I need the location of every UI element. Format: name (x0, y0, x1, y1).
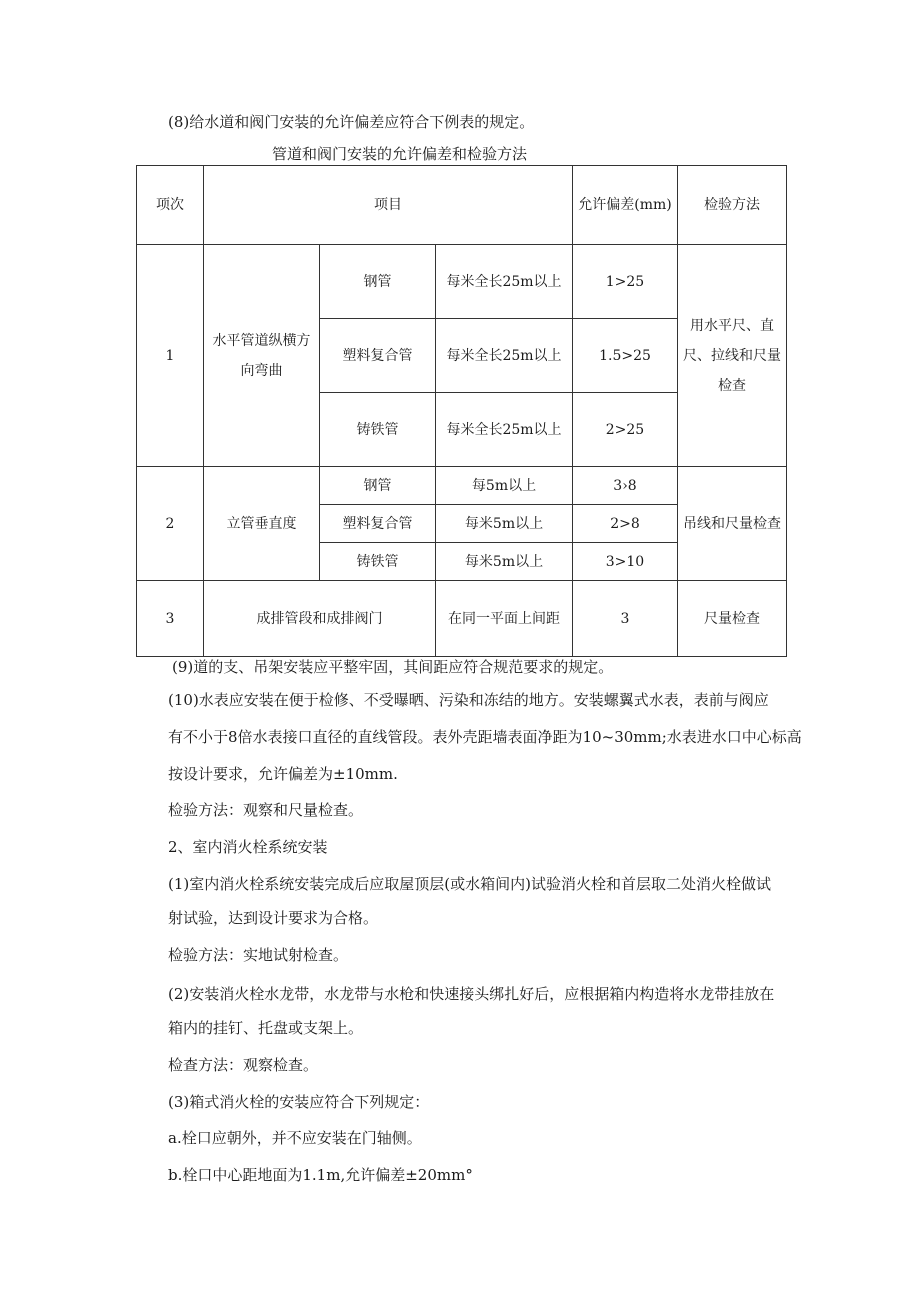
table-row (137, 245, 787, 319)
header-method: 检验方法 (678, 166, 787, 245)
table-caption: 管道和阀门安装的允许偏差和检验方法 (272, 145, 528, 163)
cell-deviation: 3>10 (573, 543, 678, 581)
cell-item: 立管垂直度 (204, 467, 320, 581)
intro-paragraph: (8)给水道和阀门安装的允许偏差应符合下例表的规定。 (168, 113, 535, 131)
cell-scope: 每米5m以上 (436, 543, 573, 581)
cell-scope: 每5m以上 (436, 467, 573, 505)
cell-deviation: 1>25 (573, 245, 678, 319)
cell-scope: 每米5m以上 (436, 505, 573, 543)
cell-item: 水平管道纵横方向弯曲 (204, 245, 320, 467)
cell-scope: 每米全长25m以上 (436, 393, 573, 467)
cell-deviation: 1.5>25 (573, 319, 678, 393)
cell-item: 成排管段和成排阀门 (204, 581, 436, 657)
cell-scope: 每米全长25m以上 (436, 245, 573, 319)
check-method-2: 检验方法：实地试射检查。 (168, 946, 349, 964)
check-method-1: 检验方法：观察和尺量检查。 (168, 801, 364, 819)
cell-method: 尺量检查 (678, 581, 787, 657)
cell-scope: 在同一平面上间距 (436, 581, 573, 657)
table-row (137, 467, 787, 505)
cell-deviation: 2>25 (573, 393, 678, 467)
cell-deviation: 3 (573, 581, 678, 657)
paragraph-9: (9)道的支、吊架安装应平整牢固，其间距应符合规范要求的规定。 (172, 658, 614, 676)
cell-method: 吊线和尺量检查 (678, 467, 787, 581)
cell-no: 3 (137, 581, 204, 657)
header-item: 项目 (204, 166, 573, 245)
cell-deviation: 2>8 (573, 505, 678, 543)
cell-method: 用水平尺、直尺、拉线和尺量检查 (678, 245, 787, 467)
cell-deviation: 3›8 (573, 467, 678, 505)
table-row (137, 581, 787, 657)
cell-scope: 每米全长25m以上 (436, 319, 573, 393)
item-2-line-2: 箱内的挂钉、托盘或支架上。 (168, 1019, 364, 1037)
item-3-heading: (3)箱式消火栓的安装应符合下列规定： (168, 1093, 430, 1111)
item-2-line-1: (2)安装消火栓水龙带，水龙带与水枪和快速接头绑扎好后，应根据箱内构造将水龙带挂放在 (168, 985, 775, 1003)
cell-no: 2 (137, 467, 204, 581)
item-3b: b.栓口中心距地面为1.1m,允许偏差±20mm° (168, 1166, 473, 1184)
deviation-table (136, 165, 787, 657)
section-2-heading: 2、室内消火栓系统安装 (168, 838, 328, 856)
item-3a: a.栓口应朝外，并不应安装在门轴侧。 (168, 1129, 422, 1147)
cell-no: 1 (137, 245, 204, 467)
cell-pipe: 铸铁管 (320, 393, 436, 467)
cell-pipe: 铸铁管 (320, 543, 436, 581)
check-method-3: 检查方法：观察检查。 (168, 1056, 319, 1074)
cell-pipe: 塑料复合管 (320, 505, 436, 543)
header-no: 项次 (137, 166, 204, 245)
cell-pipe: 钢管 (320, 245, 436, 319)
table-header-row (137, 166, 787, 245)
paragraph-10-line-1: (10)水表应安装在便于检修、不受曝晒、污染和冻结的地方。安装螺翼式水表，表前与阀应 (168, 691, 769, 709)
item-1-line-1: (1)室内消火栓系统安装完成后应取屋顶层(或水箱间内)试验消火栓和首层取二处消火栓做试 (168, 875, 771, 893)
item-1-line-2: 射试验，达到设计要求为合格。 (168, 909, 379, 927)
cell-pipe: 钢管 (320, 467, 436, 505)
cell-pipe: 塑料复合管 (320, 319, 436, 393)
header-deviation: 允许偏差(mm) (573, 166, 678, 245)
paragraph-10-line-2: 有不小于8倍水表接口直径的直线管段。表外壳距墙表面净距为10~30mm;水表进水口中心标高 (168, 728, 802, 746)
paragraph-10-line-3: 按设计要求，允许偏差为±10mm. (168, 765, 398, 783)
